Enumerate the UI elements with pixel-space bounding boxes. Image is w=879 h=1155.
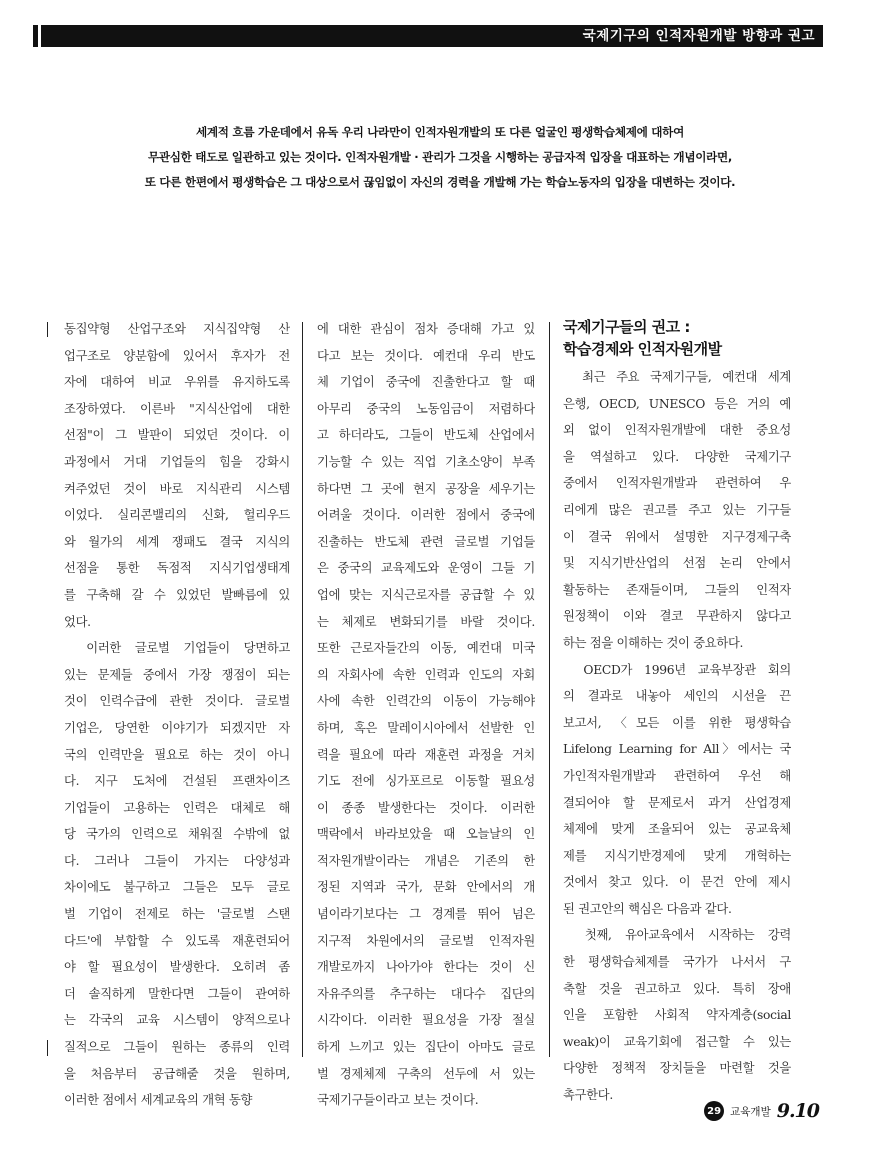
column-divider — [549, 322, 550, 1057]
text-line: 국제기구들이라고 보는 것이다. — [317, 1093, 479, 1108]
body-column-2 — [317, 316, 535, 1114]
text-line: 과정에서 거대 기업들의 힘을 강화시 — [64, 454, 290, 469]
issue-number: 9.10 — [776, 1100, 819, 1122]
text-line: 념이라기보다는 그 경계를 뛰어 넘은 — [317, 907, 535, 922]
text-line: 기도 전에 싱가포르로 이동할 필요성 — [317, 774, 535, 789]
text-line: 더 솔직하게 말한다면 그들이 관여하 — [64, 986, 290, 1001]
section-heading — [563, 316, 791, 360]
lead-line: 세계적 흐름 가운데에서 유독 우리 나라만이 인적자원개발의 또 다른 얼굴인 평생학습체제에 대하여 — [196, 125, 684, 139]
text-line: 의 결과로 내놓아 세인의 시선을 끈 — [563, 689, 791, 704]
text-line: 촉구한다. — [563, 1088, 613, 1103]
text-line: 다고 보는 것이다. 예컨대 우리 반도 — [317, 348, 535, 363]
header-accent-mark — [38, 25, 41, 47]
text-line: 야 할 필요성이 발생한다. 오히려 좀 — [64, 960, 290, 975]
text-line: 다드'에 부합할 수 있도록 재훈련되어 — [64, 933, 290, 948]
text-line: 차이에도 불구하고 그들은 모두 글로 — [64, 880, 290, 895]
text-line: 에 대한 관심이 점차 증대해 가고 있 — [317, 322, 535, 336]
magazine-name: 교육개발 — [730, 1105, 771, 1118]
text-line: 사에 속한 인력간의 이동이 가능해야 — [317, 694, 535, 709]
lead-paragraph — [60, 120, 820, 195]
text-line: 지구적 차원에서의 글로벌 인적자원 — [317, 933, 535, 948]
text-line: 업구조로 양분함에 있어서 후자가 전 — [64, 348, 290, 363]
text-line: 최근 주요 국제기구들, 예컨대 세계 — [563, 370, 791, 384]
text-line: 는 각국의 교육 시스템이 양적으로나 — [64, 1013, 290, 1028]
text-line: 인을 포함한 사회적 약자계층(social — [563, 1008, 791, 1023]
column-divider — [302, 322, 303, 1057]
text-line: 기업은, 당연한 이야기가 되겠지만 자 — [64, 720, 290, 735]
text-line: 당 국가의 인력으로 채워질 수밖에 없 — [64, 827, 290, 842]
text-line: 또한 근로자들간의 이동, 예컨대 미국 — [317, 641, 535, 656]
text-line: 및 지식기반산업의 선점 논리 안에서 — [563, 556, 791, 571]
text-line: 하게 느끼고 있는 집단이 아마도 글로 — [317, 1040, 535, 1055]
text-line: 제를 지식기반경제에 맞게 개혁하는 — [563, 848, 791, 863]
text-line: 체제에 맞게 조율되어 있는 공교육체 — [563, 822, 791, 837]
text-line: 켜주었던 것이 바로 지식관리 시스템 — [64, 481, 290, 496]
body-column-3 — [563, 316, 791, 1109]
text-line: 어려울 것이다. 이러한 점에서 중국에 — [317, 508, 535, 523]
text-line: Lifelong Learning for All〉에서는 국 — [563, 742, 791, 757]
text-line: 고 하더라도, 그들이 반도체 산업에서 — [317, 428, 535, 443]
text-line: 업에 맞는 지식근로자를 공급할 수 있 — [317, 587, 535, 602]
text-line: 시각이다. 이러한 필요성을 가장 절실 — [317, 1013, 535, 1028]
text-line: 국의 인력만을 필요로 하는 것이 아니 — [64, 747, 290, 762]
text-line: 를 구축해 갈 수 있었던 발빠름에 있 — [64, 587, 290, 602]
text-line: 벌 경제체제 구축의 선두에 서 있는 — [317, 1066, 535, 1081]
text-line: 기능할 수 있는 직업 기초소양이 부족 — [317, 454, 535, 469]
text-line: 기업들이 고용하는 인력은 대체로 해 — [64, 800, 290, 815]
text-line: 진출하는 반도체 관련 글로벌 기업들 — [317, 534, 535, 549]
text-line: 을 처음부터 공급해줄 것을 원하며, — [64, 1066, 290, 1081]
text-line: 리에게 많은 권고를 주고 있는 기구들 — [563, 502, 791, 517]
text-line: 력을 필요에 따라 재훈련 과정을 거치 — [317, 747, 535, 762]
text-line: 중에서 인적자원개발과 관련하여 우 — [563, 476, 791, 491]
text-line: 자에 대하여 비교 우위를 유지하도록 — [64, 375, 290, 390]
text-line: 것에서 찾고 있다. 이 문건 안에 제시 — [563, 875, 791, 890]
section-body — [563, 364, 791, 1109]
text-line: 보고서, 〈모든 이를 위한 평생학습 — [563, 715, 791, 730]
text-line: 의 자회사에 속한 인력과 인도의 자회 — [317, 667, 535, 682]
section-heading-line: 국제기구들의 권고 : — [563, 318, 690, 336]
text-line: 가인적자원개발과 관련하여 우선 해 — [563, 768, 791, 783]
text-line: 적자원개발이라는 개념은 기존의 한 — [317, 853, 535, 868]
text-line: 축할 것을 권고하고 있다. 특히 장애 — [563, 981, 791, 996]
text-line: 개발로까지 나아가야 한다는 것이 신 — [317, 960, 535, 975]
text-line: 다. 그러나 그들이 가지는 다양성과 — [64, 853, 290, 868]
text-line: 외 없이 인적자원개발에 대한 중요성 — [563, 423, 791, 438]
text-line: 은 중국의 교육제도와 운영이 그들 기 — [317, 561, 535, 576]
text-line: 된 권고안의 핵심은 다음과 같다. — [563, 901, 732, 916]
text-line: 이러한 글로벌 기업들이 당면하고 — [64, 641, 290, 656]
body-column-1 — [64, 316, 290, 1114]
text-line: 하며, 혹은 말레이시아에서 선발한 인 — [317, 720, 535, 735]
text-line: 맥락에서 바라보았을 때 오늘날의 인 — [317, 827, 535, 842]
section-heading-line: 학습경제와 인적자원개발 — [563, 340, 722, 358]
text-line: 자유주의를 추구하는 대다수 집단의 — [317, 986, 535, 1001]
text-line: 었다. — [64, 614, 91, 629]
text-line: 체 기업이 중국에 진출한다고 할 때 — [317, 375, 535, 390]
text-line: 은행, OECD, UNESCO 등은 거의 예 — [563, 396, 791, 411]
lead-line: 무관심한 태도로 일관하고 있는 것이다. 인적자원개발 · 관리가 그것을 시행하는 공급자적 입장을 대표하는 개념이라면, — [147, 150, 733, 164]
text-line: 을 역설하고 있다. 다양한 국제기구 — [563, 449, 791, 464]
text-line: 는 체제로 변화되기를 바랄 것이다. — [317, 614, 535, 629]
text-line: 있는 문제들 중에서 가장 쟁점이 되는 — [64, 667, 290, 682]
text-line: 동집약형 산업구조와 지식집약형 산 — [64, 322, 290, 336]
text-line: 정된 지역과 국가, 문화 안에서의 개 — [317, 880, 535, 895]
text-line: 조장하였다. 이른바 "지식산업에 대한 — [64, 401, 290, 416]
text-line: 벌 기업이 전제로 하는 '글로벌 스탠 — [64, 907, 290, 922]
text-line: 선점"이 그 발판이 되었던 것이다. 이 — [64, 428, 290, 443]
text-line: 이었다. 실리콘밸리의 신화, 헐리우드 — [64, 508, 290, 523]
text-line: 아무리 중국의 노동임금이 저렴하다 — [317, 401, 535, 416]
page-footer — [704, 1100, 819, 1122]
text-line: OECD가 1996년 교육부장관 회의 — [563, 662, 791, 677]
running-header-title: 국제기구의 인적자원개발 방향과 권고 — [582, 28, 815, 44]
text-line: 결되어야 할 문제로서 과거 산업경제 — [563, 795, 791, 810]
text-line: 선점을 통한 독점적 지식기업생태계 — [64, 561, 290, 576]
column-left-rule — [47, 322, 48, 337]
text-line: 첫째, 유아교육에서 시작하는 강력 — [563, 928, 791, 943]
text-line: 이 종종 발생한다는 것이다. 이러한 — [317, 800, 535, 815]
column-left-rule — [47, 1040, 48, 1056]
text-line: 것이 인력수급에 관한 것이다. 글로벌 — [64, 694, 290, 709]
text-line: 와 월가의 세계 쟁패도 결국 지식의 — [64, 534, 290, 549]
text-line: 다양한 정책적 장치들을 마련할 것을 — [563, 1061, 791, 1076]
text-line: 하는 점을 이해하는 것이 중요하다. — [563, 635, 744, 650]
text-line: 한 평생학습체제를 국가가 나서서 구 — [563, 955, 791, 970]
text-line: weak)이 교육기회에 접근할 수 있는 — [563, 1034, 791, 1049]
text-line: 원정책이 이와 결코 무관하지 않다고 — [563, 609, 791, 624]
text-line: 이러한 점에서 세계교육의 개혁 동향 — [64, 1093, 253, 1108]
text-line: 이 결국 위에서 설명한 지구경제구축 — [563, 529, 791, 544]
text-line: 하다면 그 곳에 현지 공장을 세우기는 — [317, 481, 535, 496]
text-line: 질적으로 그들이 원하는 종류의 인력 — [64, 1040, 290, 1055]
text-line: 다. 지구 도처에 건설된 프랜차이즈 — [64, 774, 290, 789]
page-number: 29 — [704, 1101, 724, 1121]
text-line: 활동하는 존재들이며, 그들의 인적자 — [563, 582, 791, 597]
lead-line: 또 다른 한편에서 평생학습은 그 대상으로서 끊임없이 자신의 경력을 개발해 가는 학습노동자의 입장을 대변하는 것이다. — [144, 175, 736, 189]
